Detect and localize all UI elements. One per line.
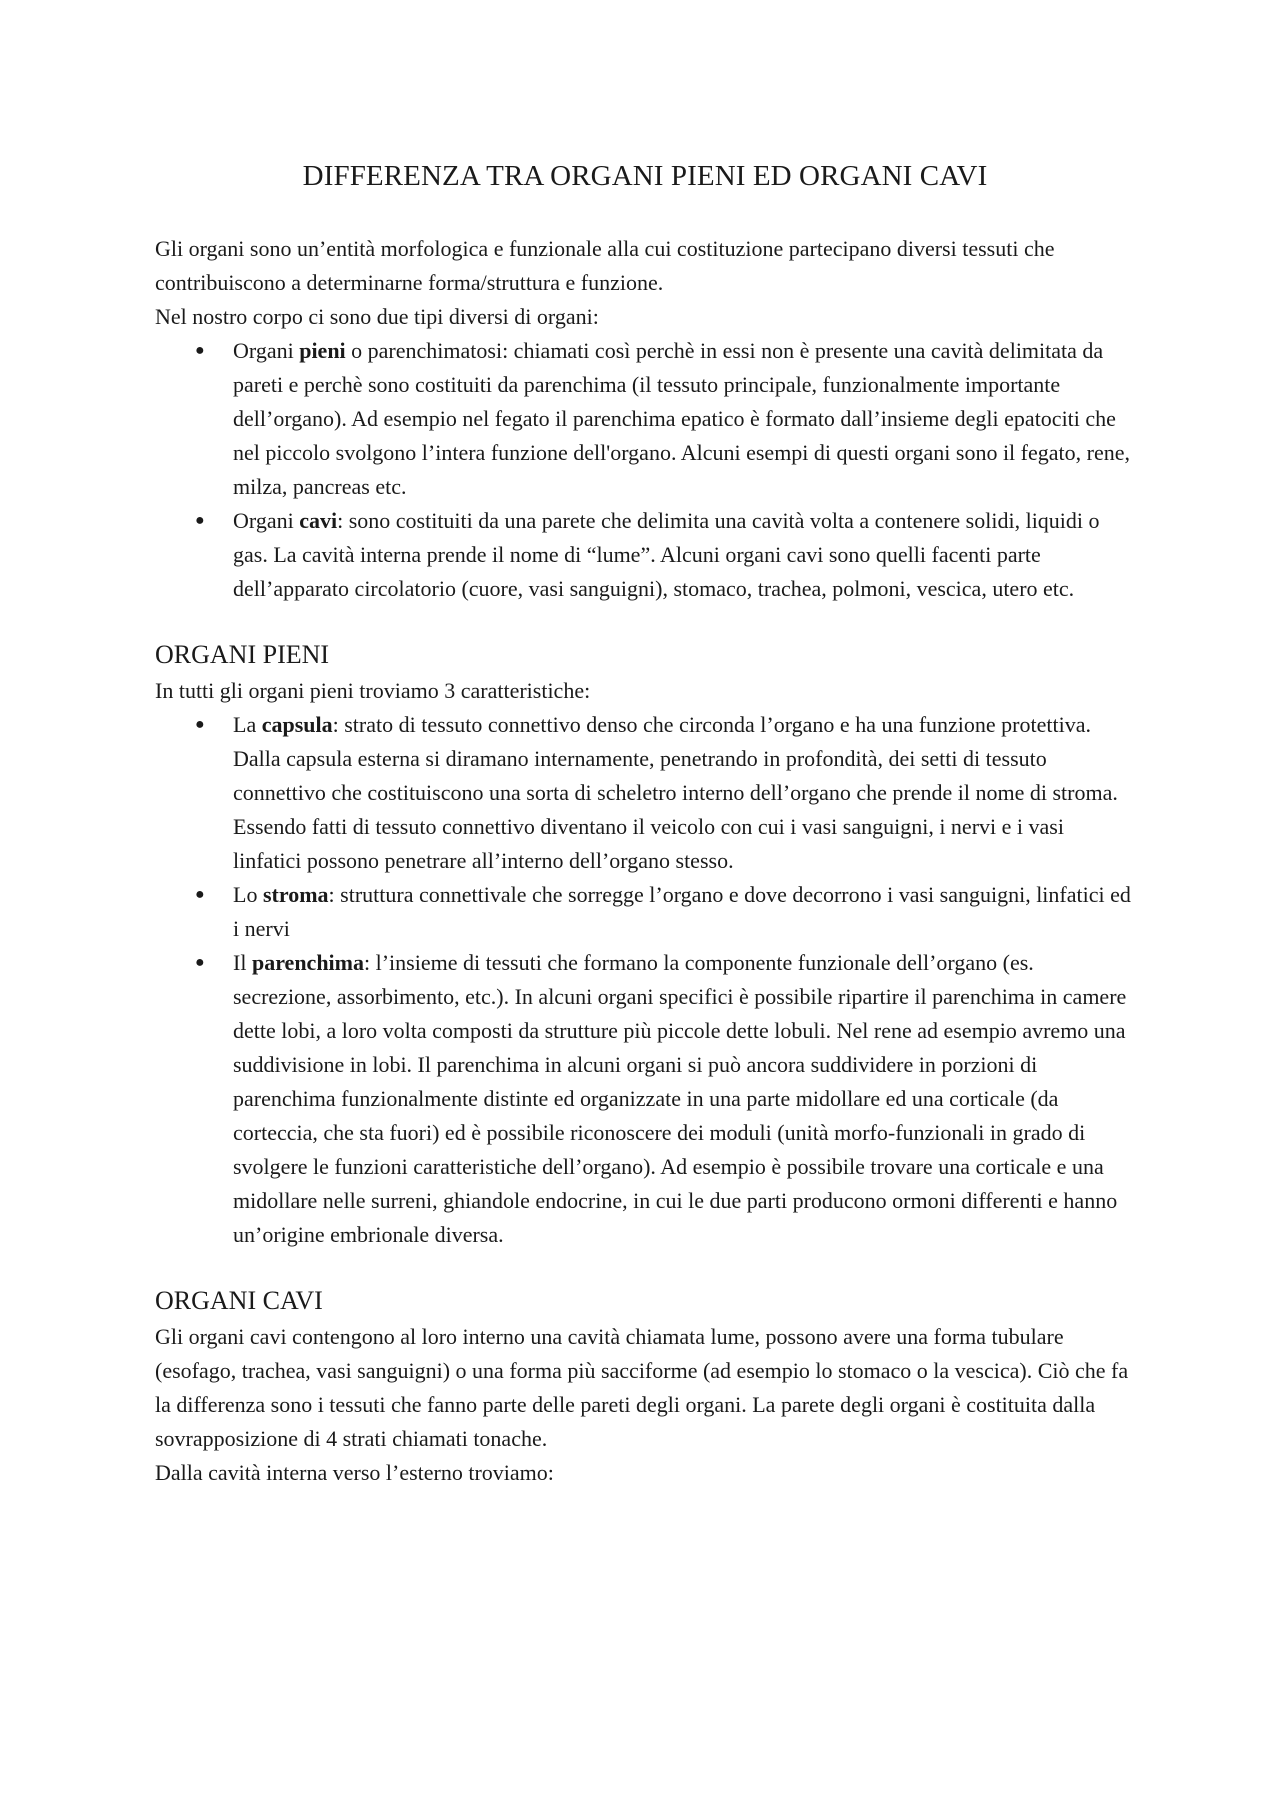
bullet-icon: ● (195, 716, 205, 733)
bold-term: parenchima (251, 950, 364, 975)
intro-lead: Nel nostro corpo ci sono due tipi diversi di organi: (155, 304, 599, 329)
organi-pieni-list (155, 708, 1135, 1252)
section-heading-organi-pieni: ORGANI PIENI (155, 640, 330, 669)
bold-term: capsula (261, 712, 333, 737)
organi-cavi-closing: Dalla cavità interna verso l’esterno troviamo: (155, 1460, 554, 1485)
list-item: ● Il parenchima: l’insieme di tessuti che formano la componente funzionale dell’organo (es. secrezione, assorbimento, etc.). In alcuni organi specifici è possibile ripartire il parenchima in camere dette lobi, a loro volta composti da strutture più piccole dette lobuli. Nel rene ad esempio avremo una suddivisione in lobi. Il parenchima in alcuni organi si può ancora suddividere in porzioni di parenchima funzionalmente distinte ed organizzate in una parte midollare ed una corticale (da corteccia, che sta fuori) ed è possibile riconoscere dei moduli (unità morfo-funzionali in grado di svolgere le funzioni caratteristiche dell’organo). Ad esempio è possibile trovare una corticale e una midollare nelle surreni, ghiandole endocrine, in cui le due parti producono ormoni differenti e hanno un’origine embrionale diversa. (233, 946, 1135, 1252)
bullet-icon: ● (195, 886, 205, 903)
intro-paragraph: Gli organi sono un’entità morfologica e funzionale alla cui costituzione partecipano diversi tessuti che contribuiscono a determinarne forma/struttura e funzione. (155, 236, 1055, 295)
organ-types-list (155, 334, 1135, 606)
document-page (155, 156, 1135, 1490)
bold-term: stroma (262, 882, 329, 907)
bold-term: pieni (299, 338, 346, 363)
bold-term: cavi (299, 508, 338, 533)
bullet-icon: ● (195, 342, 205, 359)
bullet-icon: ● (195, 954, 205, 971)
bullet-icon: ● (195, 512, 205, 529)
list-item: ● Organi cavi: sono costituiti da una parete che delimita una cavità volta a contenere solidi, liquidi o gas. La cavità interna prende il nome di “lume”. Alcuni organi cavi sono quelli facenti parte dell’apparato circolatorio (cuore, vasi sanguigni), stomaco, trachea, polmoni, vescica, utero etc. (233, 504, 1135, 606)
list-item: ● La capsula: strato di tessuto connettivo denso che circonda l’organo e ha una funzione protettiva. Dalla capsula esterna si diramano internamente, penetrando in profondità, dei setti di tessuto connettivo che costituiscono una sorta di scheletro interno dell’organo che prende il nome di stroma. Essendo fatti di tessuto connettivo diventano il veicolo con cui i vasi sanguigni, i nervi e i vasi linfatici possono penetrare all’interno dell’organo stesso. (233, 708, 1135, 878)
list-item: ● Organi pieni o parenchimatosi: chiamati così perchè in essi non è presente una cavità delimitata da pareti e perchè sono costituiti da parenchima (il tessuto principale, funzionalmente importante dell’organo). Ad esempio nel fegato il parenchima epatico è formato dall’insieme degli epatociti che nel piccolo svolgono l’intera funzione dell'organo. Alcuni esempi di questi organi sono il fegato, rene, milza, pancreas etc. (233, 334, 1135, 504)
organi-cavi-paragraph: Gli organi cavi contengono al loro interno una cavità chiamata lume, possono avere una forma tubulare (esofago, trachea, vasi sanguigni) o una forma più sacciforme (ad esempio lo stomaco o la vescica). Ciò che fa la differenza sono i tessuti che fanno parte delle pareti degli organi. La parete degli organi è costituita dalla sovrapposizione di 4 strati chiamati tonache. (155, 1324, 1129, 1451)
organi-pieni-lead: In tutti gli organi pieni troviamo 3 caratteristiche: (155, 678, 591, 703)
section-heading-organi-cavi: ORGANI CAVI (155, 1286, 323, 1315)
page-title: DIFFERENZA TRA ORGANI PIENI ED ORGANI CAVI (302, 160, 988, 192)
list-item: ● Lo stroma: struttura connettivale che sorregge l’organo e dove decorrono i vasi sanguigni, linfatici ed i nervi (233, 878, 1135, 946)
